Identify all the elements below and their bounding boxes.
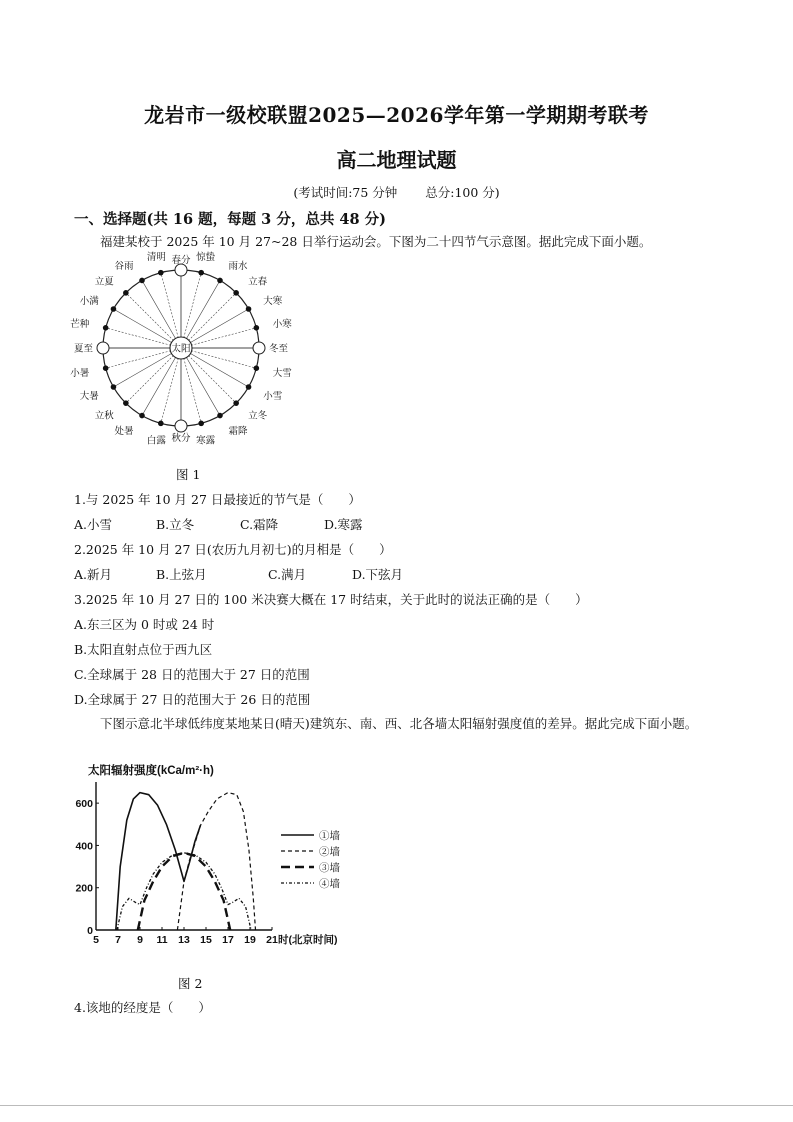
q2-option-c[interactable]: C.满月 (268, 567, 307, 582)
legend-label-4: ④墙 (319, 878, 340, 890)
x-tick-label: 15 (200, 934, 212, 946)
term-dot (139, 413, 145, 419)
question-1-stem: 1.与 2025 年 10 月 27 日最接近的节气是（ ） (74, 492, 361, 507)
term-spoke (181, 309, 249, 348)
y-tick-label: 600 (75, 798, 93, 811)
term-label: 雨水 (228, 261, 248, 273)
y-tick-label: 0 (87, 925, 93, 937)
term-spoke (142, 280, 181, 348)
q1-option-a[interactable]: A.小雪 (74, 517, 113, 532)
page-subtitle: 高二地理试题 (336, 148, 457, 172)
series-line-1 (116, 793, 201, 930)
term-label: 立春 (248, 276, 268, 288)
x-tick-label: 21 (266, 934, 278, 946)
term-spoke (181, 280, 220, 348)
major-term-node (175, 420, 187, 432)
term-spoke (161, 348, 181, 423)
term-label: 芒种 (70, 318, 90, 330)
term-dot (123, 290, 129, 296)
x-tick-label: 9 (137, 934, 143, 946)
term-spoke (113, 309, 181, 348)
term-spoke (142, 348, 181, 416)
figure-1-caption: 图 1 (176, 467, 201, 482)
term-spoke (181, 273, 201, 348)
term-label: 立夏 (94, 276, 114, 288)
sun-label: 太阳 (171, 343, 191, 355)
exam-info (0, 183, 793, 201)
term-spoke (106, 348, 181, 368)
x-tick-label: 11 (156, 934, 168, 946)
term-dot (111, 306, 117, 312)
x-tick-label: 13 (178, 934, 190, 946)
q3-option-a[interactable]: A.东三区为 0 时或 24 时 (74, 617, 215, 632)
legend-label-2: ②墙 (319, 846, 340, 858)
x-tick-label: 7 (115, 934, 121, 946)
term-label: 秋分 (171, 433, 191, 444)
exam-score: 总分:100 分) (425, 185, 500, 200)
page-bottom-rule (0, 1105, 793, 1106)
term-spoke (181, 348, 249, 387)
term-label: 大寒 (263, 296, 283, 307)
term-dot (158, 270, 164, 276)
x-axis-unit: 时(北京时间) (278, 934, 338, 946)
term-spoke (126, 293, 181, 348)
term-label: 大暑 (79, 391, 99, 402)
q2-option-a[interactable]: A.新月 (74, 567, 113, 582)
question-4-stem: 4.该地的经度是（ ） (74, 1000, 211, 1015)
x-tick-label: 19 (244, 934, 256, 946)
exam-time: (考试时间:75 分钟 (293, 185, 398, 200)
term-dot (103, 325, 109, 331)
figure-2-caption: 图 2 (178, 976, 203, 991)
q2-option-b[interactable]: B.上弦月 (156, 567, 207, 582)
term-label: 冬至 (269, 343, 289, 355)
y-tick-label: 200 (75, 882, 93, 895)
page-title: 龙岩市一级校联盟2025—2026学年第一学期期考联考 (144, 103, 649, 127)
major-term-node (253, 342, 265, 354)
legend-label-1: ①墙 (319, 830, 340, 842)
term-label: 霜降 (228, 425, 248, 437)
term-label: 白露 (146, 435, 166, 447)
q3-option-b[interactable]: B.太阳直射点位于西九区 (74, 642, 213, 657)
term-dot (123, 400, 129, 406)
q1-option-c[interactable]: C.霜降 (240, 517, 279, 532)
term-spoke (181, 348, 201, 423)
term-spoke (181, 348, 236, 403)
term-dot (246, 384, 252, 390)
term-spoke (181, 328, 256, 348)
q2-option-d[interactable]: D.下弦月 (352, 567, 404, 582)
term-spoke (181, 293, 236, 348)
term-dot (233, 400, 239, 406)
intro-paragraph-2: 下图示意北半球低纬度某地某日(晴天)建筑东、南、西、北各墙太阳辐射强度值的差异。据此完成下面小题。 (100, 716, 698, 731)
series-line-3 (138, 853, 230, 930)
term-dot (103, 365, 109, 371)
term-label: 惊蛰 (196, 251, 216, 263)
term-dot (233, 290, 239, 296)
term-dot (158, 421, 164, 427)
term-label: 小暑 (70, 368, 90, 380)
term-dot (198, 270, 204, 276)
legend-label-3: ③墙 (319, 862, 340, 874)
term-spoke (181, 348, 220, 416)
q1-option-b[interactable]: B.立冬 (156, 517, 195, 532)
chart-title: 太阳辐射强度(kCa/m²·h) (88, 765, 214, 777)
q3-option-d[interactable]: D.全球属于 27 日的范围大于 26 日的范围 (74, 692, 311, 707)
term-dot (198, 421, 204, 427)
term-label: 寒露 (196, 435, 216, 447)
term-spoke (106, 328, 181, 348)
term-dot (246, 306, 252, 312)
solar-terms-diagram (70, 251, 314, 447)
term-label: 小雪 (263, 391, 283, 402)
term-dot (254, 325, 260, 331)
term-spoke (181, 348, 256, 368)
term-label: 处暑 (114, 425, 134, 437)
term-spoke (161, 273, 181, 348)
term-label: 立秋 (94, 410, 114, 422)
section-heading: 一、选择题(共 16 题，每题 3 分，总共 48 分) (74, 211, 386, 228)
term-dot (217, 413, 223, 419)
term-label: 清明 (146, 251, 166, 263)
intro-paragraph-1: 福建某校于 2025 年 10 月 27~28 日举行运动会。下图为二十四节气示意图。据此完成下面小题。 (100, 234, 652, 249)
q1-option-d[interactable]: D.寒露 (324, 517, 363, 532)
term-dot (139, 278, 145, 284)
x-tick-label: 17 (222, 934, 234, 946)
term-spoke (126, 348, 181, 403)
term-dot (217, 278, 223, 284)
term-dot (254, 365, 260, 371)
x-tick-label: 5 (93, 934, 99, 946)
term-label: 夏至 (73, 343, 93, 355)
question-2-stem: 2.2025 年 10 月 27 日(农历九月初七)的月相是（ ） (74, 542, 392, 557)
major-term-node (97, 342, 109, 354)
term-label: 大雪 (272, 368, 292, 380)
y-tick-label: 400 (75, 840, 93, 853)
question-3-stem: 3.2025 年 10 月 27 日的 100 米决赛大概在 17 时结束，关于此时的说法正确的是（ ） (74, 592, 588, 607)
term-label: 小满 (79, 296, 99, 307)
term-label: 春分 (171, 255, 191, 266)
term-label: 立冬 (248, 410, 268, 422)
q3-option-c[interactable]: C.全球属于 28 日的范围大于 27 日的范围 (74, 667, 310, 682)
radiation-chart (74, 758, 364, 953)
term-label: 小寒 (272, 318, 292, 330)
term-label: 谷雨 (114, 261, 134, 273)
series-line-4 (117, 853, 251, 930)
term-dot (111, 384, 117, 390)
